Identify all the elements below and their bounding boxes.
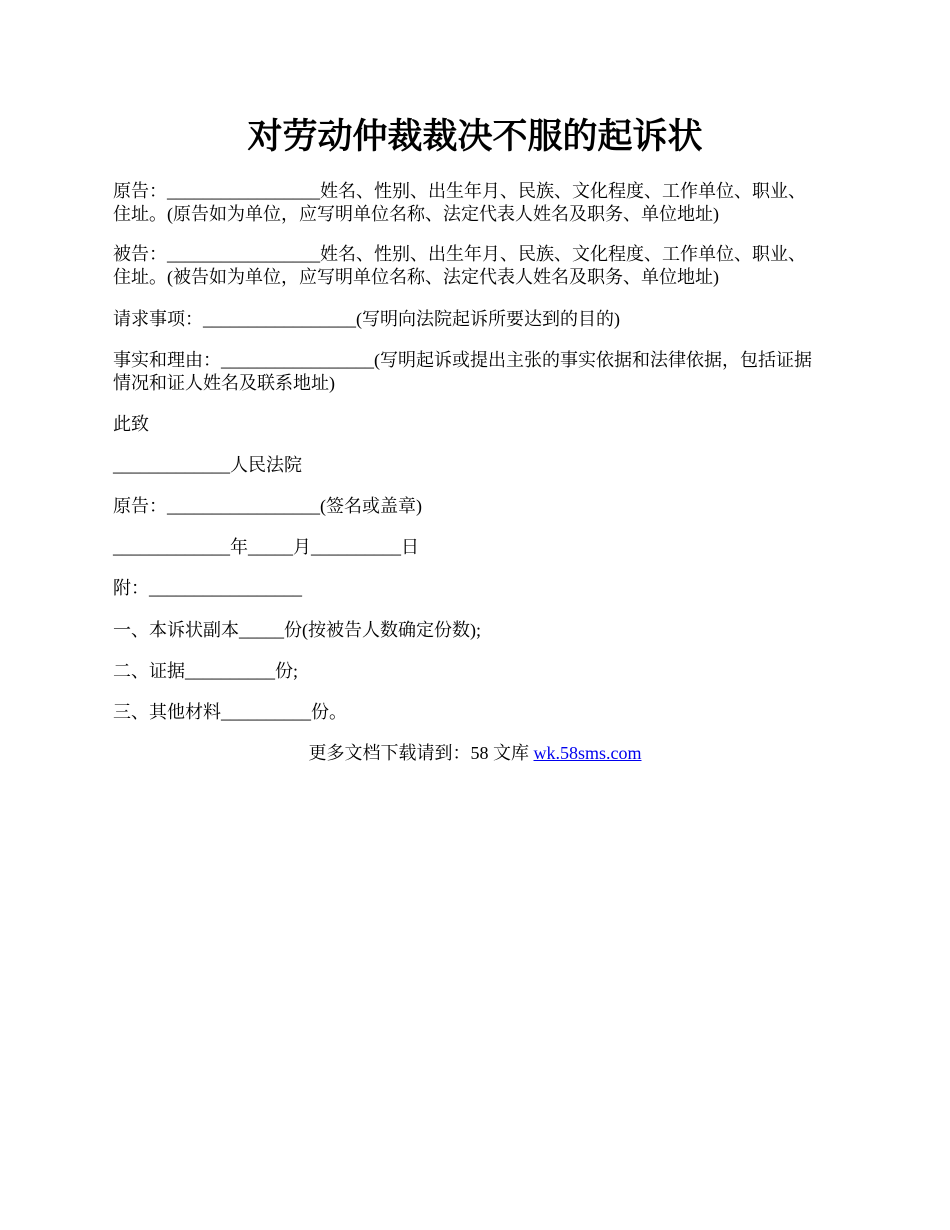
date-line: _____________年_____月__________日: [113, 537, 419, 557]
defendant-line-1: 被告：_________________姓名、性别、出生年月、民族、文化程度、工作单位、职业、: [113, 244, 806, 264]
attachment-line: 附：_________________: [113, 578, 302, 598]
attachment-item-1: 一、本诉状副本_____份(按被告人数确定份数);: [113, 620, 481, 640]
salutation-paragraph: [113, 413, 839, 436]
attachment-item: [113, 701, 839, 724]
plaintiff-paragraph: [113, 180, 839, 226]
defendant-line-2: 住址。(被告如为单位，应写明单位名称、法定代表人姓名及职务、单位地址): [113, 267, 719, 287]
claims-line: 请求事项：_________________(写明向法院起诉所要达到的目的): [113, 309, 620, 329]
footer-prefix: 更多文档下载请到：58 文库: [308, 743, 534, 763]
defendant-paragraph: [113, 243, 839, 289]
document-title: 对劳动仲裁裁决不服的起诉状: [247, 117, 703, 156]
salutation-line: 此致: [113, 414, 149, 434]
claims-paragraph: [113, 308, 839, 331]
signature-paragraph: [113, 495, 839, 518]
court-paragraph: [113, 454, 839, 477]
facts-line-1: 事实和理由：_________________(写明起诉或提出主张的事实依据和法律依据，包括证据: [113, 350, 812, 370]
court-line: _____________人民法院: [113, 455, 302, 475]
attachment-item: [113, 660, 839, 683]
signature-line: 原告：_________________(签名或盖章): [113, 496, 422, 516]
facts-paragraph: [113, 349, 839, 395]
plaintiff-line-2: 住址。(原告如为单位，应写明单位名称、法定代表人姓名及职务、单位地址): [113, 204, 719, 224]
attachment-paragraph: [113, 577, 839, 600]
footer-note: [0, 742, 950, 765]
date-paragraph: [113, 536, 839, 559]
facts-line-2: 情况和证人姓名及联系地址): [113, 373, 335, 393]
attachment-item-2: 二、证据__________份;: [113, 661, 299, 681]
attachment-item: [113, 619, 839, 642]
footer-link[interactable]: wk.58sms.com: [533, 743, 642, 763]
attachment-item-3: 三、其他材料__________份。: [113, 702, 347, 722]
plaintiff-line-1: 原告：_________________姓名、性别、出生年月、民族、文化程度、工作单位、职业、: [113, 181, 806, 201]
